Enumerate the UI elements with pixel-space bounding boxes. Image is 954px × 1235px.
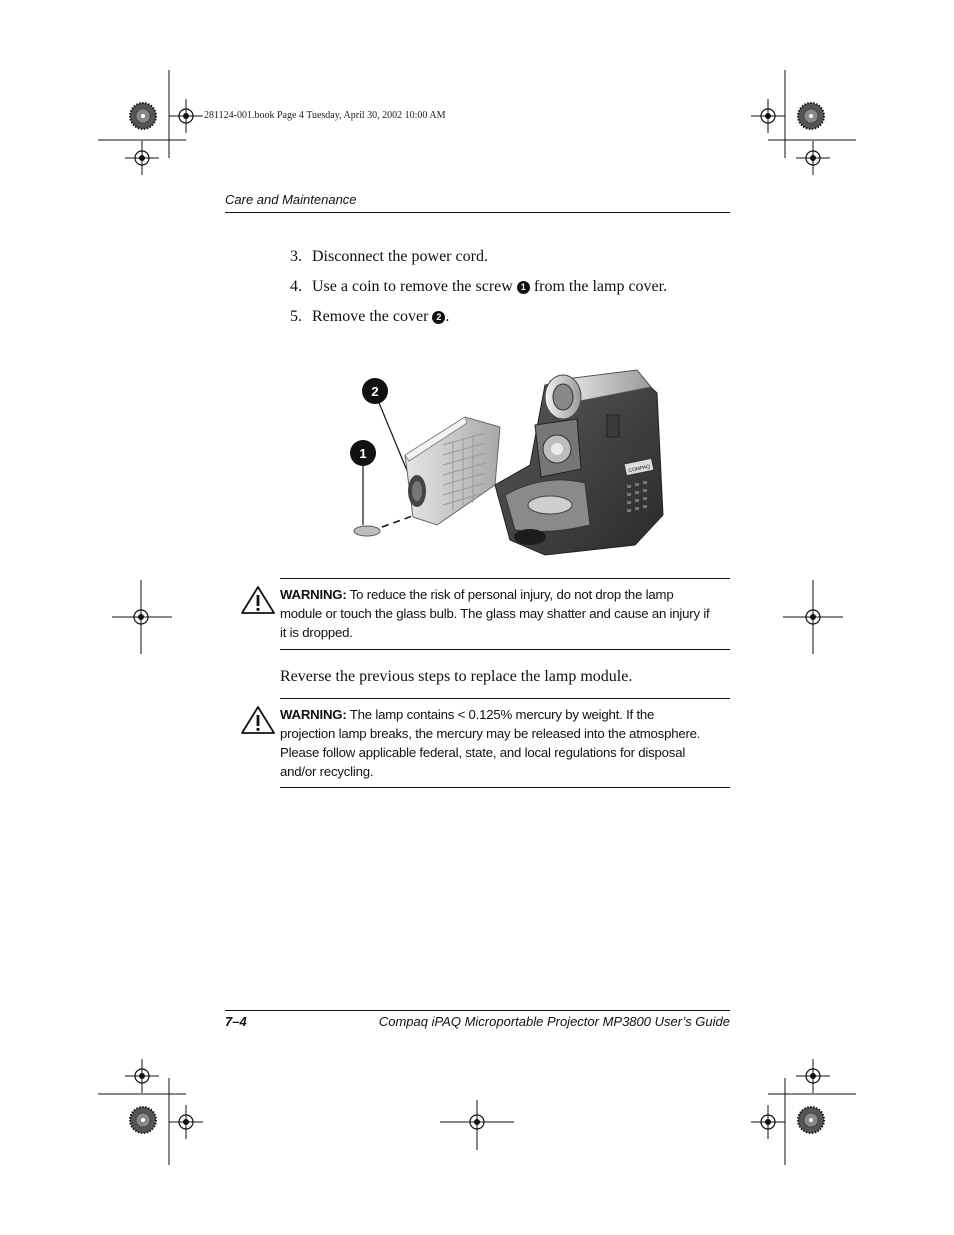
registration-mark-icon (751, 99, 785, 133)
projector-body (495, 370, 663, 555)
registration-mark-icon (796, 600, 830, 634)
registration-mark-icon (125, 141, 159, 175)
step-4 (290, 278, 667, 296)
warning-2-top-rule (280, 698, 730, 699)
print-slug: 281124-001.book Page 4 Tuesday, April 30, 2002 10:00 AM (204, 110, 446, 121)
callout-1-label: 1 (359, 446, 367, 461)
step-3 (290, 248, 488, 266)
callout-1-icon: 1 (517, 281, 530, 294)
color-target-icon (130, 1107, 156, 1133)
registration-mark-icon (796, 141, 830, 175)
footer-rule (225, 1010, 730, 1011)
registration-mark-icon (751, 1105, 785, 1139)
registration-mark-icon (169, 1105, 203, 1139)
lamp-removal-illustration (345, 365, 675, 565)
color-target-icon (798, 103, 824, 129)
warning-1-bottom-rule (280, 649, 730, 650)
step-text: Use a coin to remove the screw (312, 278, 513, 295)
registration-mark-icon (460, 1105, 494, 1139)
step-text: from the lamp cover. (533, 278, 668, 295)
brand-label: COMPAQ (628, 463, 651, 475)
warning-2-text (280, 705, 710, 781)
warning-1-text (280, 585, 710, 642)
warning-1-top-rule (280, 578, 730, 579)
warning-triangle-icon (240, 705, 276, 735)
color-target-icon (130, 103, 156, 129)
warning-triangle-icon (240, 585, 276, 615)
step-text: . (445, 308, 450, 325)
step-number: 5. (290, 308, 302, 325)
registration-mark-icon (169, 99, 203, 133)
step-text: Remove the cover (312, 308, 429, 325)
header-rule (225, 212, 730, 213)
screw-coin-icon (354, 526, 380, 536)
warning-label: WARNING: (280, 587, 347, 602)
warning-2-bottom-rule (280, 787, 730, 788)
step-5 (290, 308, 449, 326)
book-title: Compaq iPAQ Microportable Projector MP3800 User’s Guide (378, 1014, 730, 1029)
callout-2-icon: 2 (432, 311, 445, 324)
registration-mark-icon (796, 1059, 830, 1093)
registration-mark-icon (125, 1059, 159, 1093)
lamp-cover (405, 417, 500, 525)
step-number: 4. (290, 278, 302, 295)
warning-label: WARNING: (280, 707, 347, 722)
body-paragraph: Reverse the previous steps to replace the lamp module. (280, 668, 633, 685)
page-number: 7–4 (225, 1014, 247, 1029)
color-target-icon (798, 1107, 824, 1133)
step-text: Disconnect the power cord. (312, 248, 488, 265)
registration-mark-icon (124, 600, 158, 634)
step-number: 3. (290, 248, 302, 265)
running-head: Care and Maintenance (225, 192, 357, 207)
callout-2-label: 2 (371, 384, 379, 399)
warning-body: To reduce the risk of personal injury, do not drop the lamp module or touch the glass bulb. The glass may shatter and cause an injury if it is dropped. (280, 587, 710, 640)
warning-body: The lamp contains < 0.125% mercury by weight. If the projection lamp breaks, the mercury may be released into the atmosphere. Please follow applicable federal, state, and local regulations for disposal and/or recycling. (280, 707, 701, 779)
